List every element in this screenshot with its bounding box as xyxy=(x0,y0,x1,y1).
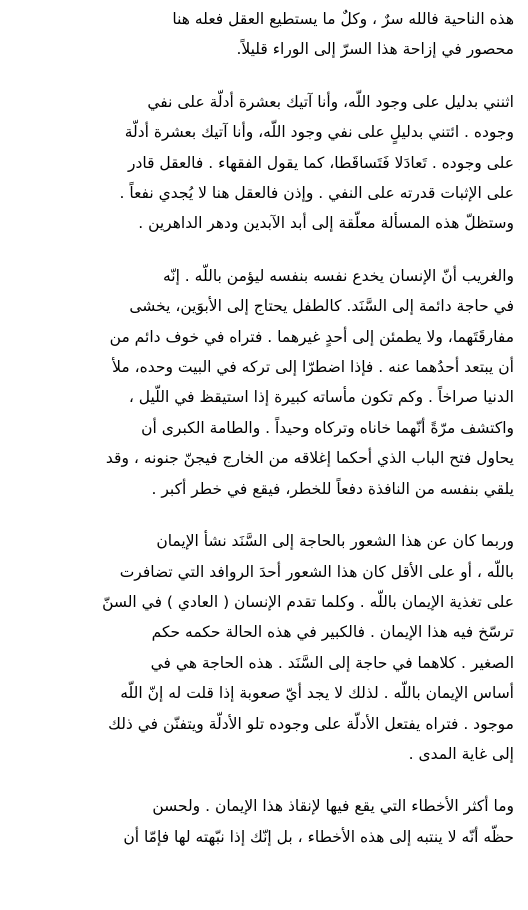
text-line: على تغذية الإيمان باللّه . وكلما تقدم الإنسان ( العادي ) في السنّ xyxy=(102,592,514,611)
text-line: محصور في إزاحة هذا السرّ إلى الوراء قليلاً. xyxy=(236,40,514,59)
text-line: وجوده . ائتني بدليلٍ على نفي وجود اللّه، وأنا آتيك بعشرة أدلّة xyxy=(124,123,514,142)
text-line: أن يبتعد أحدُهما عنه . فإذا اضطرّا إلى تركه في البيت وحده، ملأ xyxy=(112,358,514,377)
text-line: أساس الإيمان باللّه . لذلك لا يجد أيّ صعوبة إذا قلت له إنّ اللّه xyxy=(120,684,514,703)
text-line: والغريب أنّ الإنسان يخدع نفسه بنفسه ليؤمن باللّه . إنّه xyxy=(162,266,514,285)
text-line: يلقي بنفسه من النافذة دفعاً للخطر، فيقع في خطر أكبر . xyxy=(151,479,514,498)
paragraph-1 xyxy=(14,4,514,65)
text-line: وستظلّ هذه المسألة معلّقة إلى أبد الآبدين ودهر الداهرين . xyxy=(138,214,514,233)
text-line: وما أكثر الأخطاء التي يقع فيها لإنقاذ هذا الإيمان . ولحسن xyxy=(152,797,514,816)
text-line: ترسّخ فيه هذا الإيمان . فالكبير في هذه الحالة حكمه حكم xyxy=(151,623,514,642)
paragraph-5 xyxy=(14,791,514,852)
text-line: موجود . فتراه يفتعل الأدلّة على وجوده تلو الأدلّة ويتفنّن في ذلك xyxy=(108,714,514,733)
paragraph-4 xyxy=(14,526,514,769)
text-line: حظّه أنّه لا ينتبه إلى هذه الأخطاء ، بل إنّك إذا نبّهته لها فإمّا أن xyxy=(123,827,514,846)
paragraph-3 xyxy=(14,261,514,504)
text-line: واكتشف مرّةً أنّهما خاناه وتركاه وحيداً . والطامة الكبرى أن xyxy=(141,418,514,437)
text-line: مفارقَتَهما، ولا يطمئن إلى أحدٍ غيرهما . فتراه في خوف دائم من xyxy=(109,327,514,346)
text-line: اثنني بدليل على وجود اللّه، وأنا آتيك بعشرة أدلّة على نفي xyxy=(147,92,514,111)
paragraph-2 xyxy=(14,87,514,239)
text-line: في حاجة دائمة إلى السَّنَد. كالطفل يحتاج إلى الأبوَين، يخشى xyxy=(129,297,514,316)
text-line: باللّه ، أو على الأقل كان هذا الشعور أحدَ الروافد التي تضافرت xyxy=(119,562,514,581)
text-line: على الإثبات قدرته على النفي . وإذن فالعقل هنا لا يُجدي نفعاً . xyxy=(119,184,514,203)
text-line: الدنيا صراخاً . وكم تكون مأساته كبيرة إذا استيقظ في اللّيل ، xyxy=(128,388,514,407)
text-line: الصغير . كلاهما في حاجة إلى السَّنَد . هذه الحاجة هي في xyxy=(150,653,514,672)
text-line: وربما كان عن هذا الشعور بالحاجة إلى السَّنَد نشأ الإيمان xyxy=(156,532,514,551)
text-line: يحاول فتح الباب الذي أحكما إغلاقه من الخارج فيجنّ جنونه ، وقد xyxy=(105,449,514,468)
text-line: إلى غاية المدى . xyxy=(408,744,514,763)
text-line: على وجوده . تَعادَلا فَتَساقَطا، كما يقول الفقهاء . فالعقل قادر xyxy=(127,153,514,172)
text-line: هذه الناحية فالله سرٌ ، وكلٌ ما يستطيع العقل فعله هنا xyxy=(172,10,514,28)
